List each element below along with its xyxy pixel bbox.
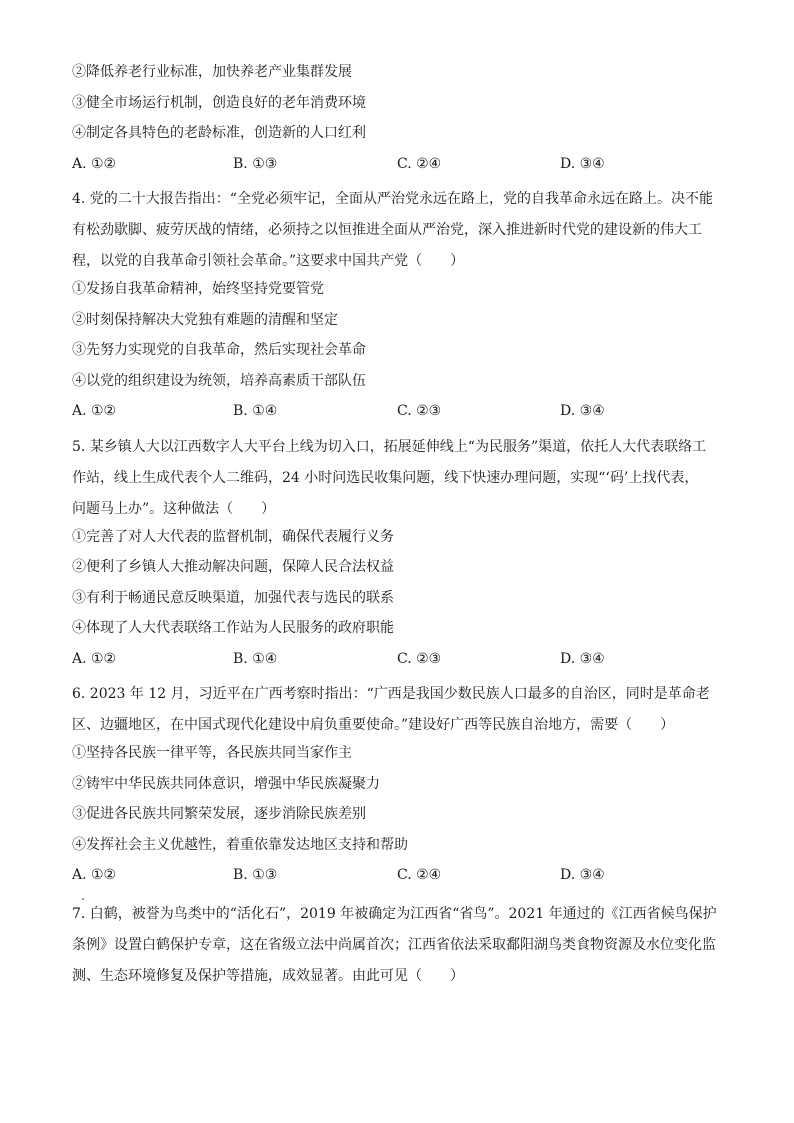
option-line: ②铸牢中华民族共同体意识，增强中华民族凝聚力 [72, 775, 380, 792]
choice-c[interactable]: C. ②④ [397, 155, 442, 172]
question-6 [72, 679, 722, 741]
choice-d[interactable]: D. ③④ [560, 155, 605, 172]
choice-c[interactable]: C. ②③ [397, 650, 442, 667]
question-text: 程，以党的自我革命引领社会革命。”这要求中国共产党（ ） [72, 253, 465, 269]
question-text: 4. 党的二十大报告指出：“全党必须牢记，全面从严治党永远在路上，党的自我革命永远在路上。决不能 [72, 191, 713, 207]
question-4 [72, 184, 722, 277]
choice-b[interactable]: B. ①④ [233, 650, 278, 667]
option-line: ①坚持各民族一律平等，各民族共同当家作主 [72, 745, 352, 761]
question-5 [72, 432, 722, 525]
option-line: ②便利了乡镇人大推动解决问题，保障人民合法权益 [72, 559, 394, 575]
option-line: ④制定各具特色的老龄标准，创造新的人口红利 [72, 125, 366, 141]
option-line: ④发挥社会主义优越性，着重依靠发达地区支持和帮助 [72, 836, 408, 853]
q5-choices [72, 649, 722, 669]
question-text: 5. 某乡镇人大以江西数字人大平台上线为切入口，拓展延伸线上“为民服务”渠道，依托人大代表联络工 [72, 438, 707, 455]
option-line: ②时刻保持解决大党独有难题的清醒和坚定 [72, 311, 338, 328]
choice-a[interactable]: A. ①② [72, 650, 117, 667]
choice-d[interactable]: D. ③④ [560, 867, 605, 883]
question-text: 6. 2023 年 12 月，习近平在广西考察时指出：“广西是我国少数民族人口最多的自治区，同时是革命老 [72, 686, 710, 702]
option-line: ③有利于畅通民意反映渠道，加强代表与选民的联系 [72, 589, 394, 606]
question-text: 区、边疆地区，在中国式现代化建设中肩负重要使命。”建设好广西等民族自治地方，需要（ ） [72, 717, 675, 733]
question-text: 7. 白鹤，被誉为鸟类中的“活化石”，2019 年被确定为江西省“省鸟”。2021 年通过的《江西省候鸟保护 [72, 906, 717, 922]
choice-b[interactable]: B. ①③ [233, 155, 278, 172]
q6-choices [72, 865, 722, 885]
option-line: ②降低养老行业标准，加快养老产业集群发展 [72, 64, 352, 80]
question-text: 作站，线上生成代表个人二维码，24 小时问选民收集问题，线下快速办理问题，实现“‘码’上找代表， [72, 469, 699, 486]
option-line: ③促进各民族共同繁荣发展，逐步消除民族差别 [72, 806, 366, 822]
stray-mark [82, 898, 84, 900]
q5-options [72, 527, 722, 639]
question-text: 问题马上办”。这种做法（ ） [72, 500, 276, 517]
q3-choices [72, 154, 722, 174]
choice-a[interactable]: A. ①② [72, 403, 117, 419]
q4-choices [72, 401, 722, 421]
question-text: 测、生态环境修复及保护等措施，成效显著。由此可见（ ） [72, 968, 464, 984]
option-line: ①发扬自我革命精神，始终坚持党要管党 [72, 281, 324, 297]
q6-options [72, 743, 722, 855]
option-line: ③健全市场运行机制，创造良好的老年消费环境 [72, 94, 366, 111]
option-line: ④体现了人大代表联络工作站为人民服务的政府职能 [72, 620, 394, 636]
q3-options [72, 62, 722, 143]
question-7 [72, 899, 722, 992]
choice-a[interactable]: A. ①② [72, 155, 117, 172]
choice-d[interactable]: D. ③④ [560, 650, 605, 667]
option-line: ④以党的组织建设为统领，培养高素质干部队伍 [72, 372, 366, 389]
question-text: 有松劲歇脚、疲劳厌战的情绪，必须持之以恒推进全面从严治党，深入推进新时代党的建设新的伟大工 [72, 222, 702, 238]
choice-b[interactable]: B. ①③ [233, 867, 278, 883]
choice-d[interactable]: D. ③④ [560, 403, 605, 419]
question-text: 条例》设置白鹤保护专章，这在省级立法中尚属首次；江西省依法采取鄱阳湖鸟类食物资源及水位变化监 [72, 937, 716, 953]
choice-b[interactable]: B. ①④ [233, 403, 278, 419]
choice-a[interactable]: A. ①② [72, 867, 117, 883]
q4-options [72, 279, 722, 391]
option-line: ③先努力实现党的自我革命，然后实现社会革命 [72, 342, 366, 358]
option-line: ①完善了对人大代表的监督机制，确保代表履行义务 [72, 528, 394, 545]
choice-c[interactable]: C. ②③ [397, 403, 442, 419]
exam-content [72, 62, 722, 994]
choice-c[interactable]: C. ②④ [397, 867, 442, 883]
